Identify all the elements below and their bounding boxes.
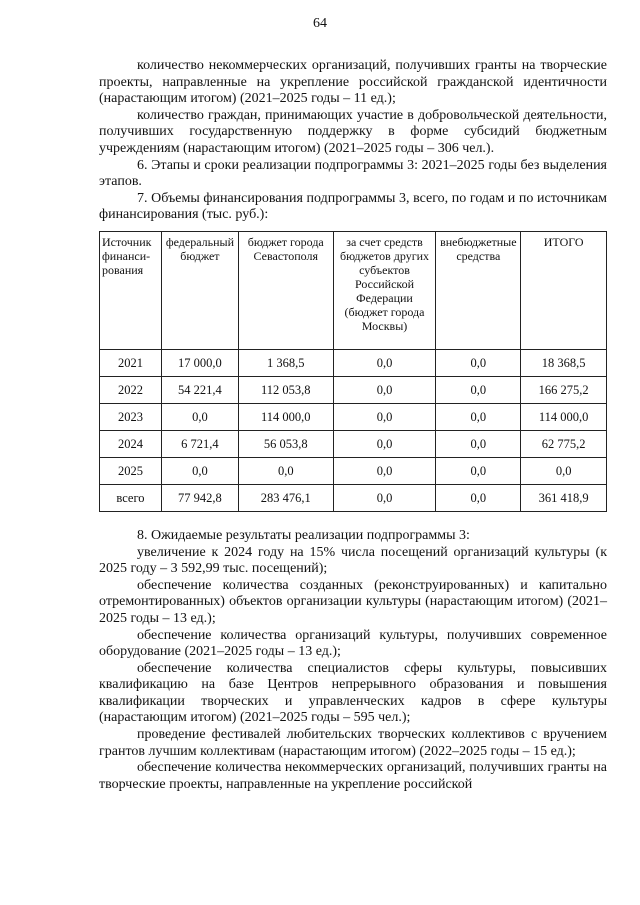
cell-total: 361 418,9 <box>521 484 607 511</box>
cell-sevastopol: 1 368,5 <box>238 349 333 376</box>
cell-other-subjects: 0,0 <box>333 430 436 457</box>
header-total: ИТОГО <box>521 231 607 349</box>
table-row <box>100 403 607 430</box>
table-row-total <box>100 484 607 511</box>
cell-extrabudgetary: 0,0 <box>436 376 521 403</box>
header-other-subjects: за счет средств бюджетов других субъектов Российской Федерации (бюджет города Москвы) <box>333 231 436 349</box>
cell-other-subjects: 0,0 <box>333 403 436 430</box>
cell-sevastopol: 56 053,8 <box>238 430 333 457</box>
paragraph-ngo-grants: количество некоммерческих организаций, получивших гранты на творческие проекты, направленные на укрепление российской гражданской идентичности (нарастающим итогом) (2021–2025 годы – 11 ед.); <box>99 58 607 107</box>
cell-extrabudgetary: 0,0 <box>436 457 521 484</box>
paragraph-equipment: обеспечение количества организаций культуры, получивших современное оборудование (2021–2025 годы – 13 ед.); <box>99 627 607 660</box>
paragraph-results-heading: 8. Ожидаемые результаты реализации подпрограммы 3: <box>137 527 470 543</box>
cell-sevastopol: 283 476,1 <box>238 484 333 511</box>
cell-federal: 6 721,4 <box>161 430 238 457</box>
row-year: 2024 <box>100 430 162 457</box>
paragraph-visits: увеличение к 2024 году на 15% числа посещений организаций культуры (к 2025 году – 3 592,99 тыс. посещений); <box>99 544 607 577</box>
cell-sevastopol: 0,0 <box>238 457 333 484</box>
paragraph-facilities: обеспечение количества созданных (реконструированных) и капитально отремонтированных) объектов организации культуры (нарастающим итогом) (2021–2025 годы – 13 ед.); <box>99 577 607 626</box>
cell-sevastopol: 114 000,0 <box>238 403 333 430</box>
cell-other-subjects: 0,0 <box>333 349 436 376</box>
header-sevastopol: бюджет города Севастополя <box>238 231 333 349</box>
cell-total: 166 275,2 <box>521 376 607 403</box>
table-header-row <box>100 231 607 349</box>
cell-extrabudgetary: 0,0 <box>436 403 521 430</box>
cell-federal: 0,0 <box>161 403 238 430</box>
paragraph-festivals: проведение фестивалей любительских творческих коллективов с вручением грантов лучшим коллективам (нарастающим итогом) (2022–2025 годы – 15 ед.); <box>99 727 607 759</box>
cell-total: 114 000,0 <box>521 403 607 430</box>
table-row <box>100 349 607 376</box>
table-row <box>100 430 607 457</box>
paragraph-volunteers: количество граждан, принимающих участие в добровольческой деятельности, получивших государственную поддержку в форме субсидий бюджетным учреждениям (нарастающим итогом) (2021–2025 годы – 306 чел.). <box>99 107 607 156</box>
paragraph-ngo-grants-continued: обеспечение количества некоммерческих организаций, получивших гранты на творческие проекты, направленные на укрепление российской <box>99 760 607 792</box>
row-year: 2023 <box>100 403 162 430</box>
cell-other-subjects: 0,0 <box>333 376 436 403</box>
cell-extrabudgetary: 0,0 <box>436 349 521 376</box>
row-year: 2022 <box>100 376 162 403</box>
cell-sevastopol: 112 053,8 <box>238 376 333 403</box>
paragraph-stages: 6. Этапы и сроки реализации подпрограммы 3: 2021–2025 годы без выделения этапов. <box>99 157 607 190</box>
cell-total: 18 368,5 <box>521 349 607 376</box>
expected-results-section <box>99 528 607 794</box>
header-extrabudgetary: внебюджетные средства <box>436 231 521 349</box>
row-year: 2021 <box>100 349 162 376</box>
cell-total: 62 775,2 <box>521 430 607 457</box>
paragraph-specialists: обеспечение количества специалистов сферы культуры, повысивших квалификацию на базе Центров непрерывного образования и повышения квалификации творческих и управленческих кадров в сфере культуры (нарастающим итогом) (2021–2025 годы – 595 чел.); <box>99 660 607 726</box>
document-body <box>99 58 607 793</box>
cell-other-subjects: 0,0 <box>333 457 436 484</box>
cell-federal: 17 000,0 <box>161 349 238 376</box>
cell-federal: 54 221,4 <box>161 376 238 403</box>
row-year: 2025 <box>100 457 162 484</box>
paragraph-financing-intro: 7. Объемы финансирования подпрограммы 3, всего, по годам и по источникам финансирования (тыс. руб.): <box>99 190 607 223</box>
cell-extrabudgetary: 0,0 <box>436 430 521 457</box>
cell-federal: 0,0 <box>161 457 238 484</box>
cell-extrabudgetary: 0,0 <box>436 484 521 511</box>
header-federal: федеральный бюджет <box>161 231 238 349</box>
row-total-label: всего <box>100 484 162 511</box>
page-number: 64 <box>313 16 327 31</box>
cell-federal: 77 942,8 <box>161 484 238 511</box>
financing-table <box>99 231 607 512</box>
header-source: Источник финанси-рования <box>100 231 162 349</box>
cell-other-subjects: 0,0 <box>333 484 436 511</box>
cell-total: 0,0 <box>521 457 607 484</box>
table-row <box>100 376 607 403</box>
table-row <box>100 457 607 484</box>
